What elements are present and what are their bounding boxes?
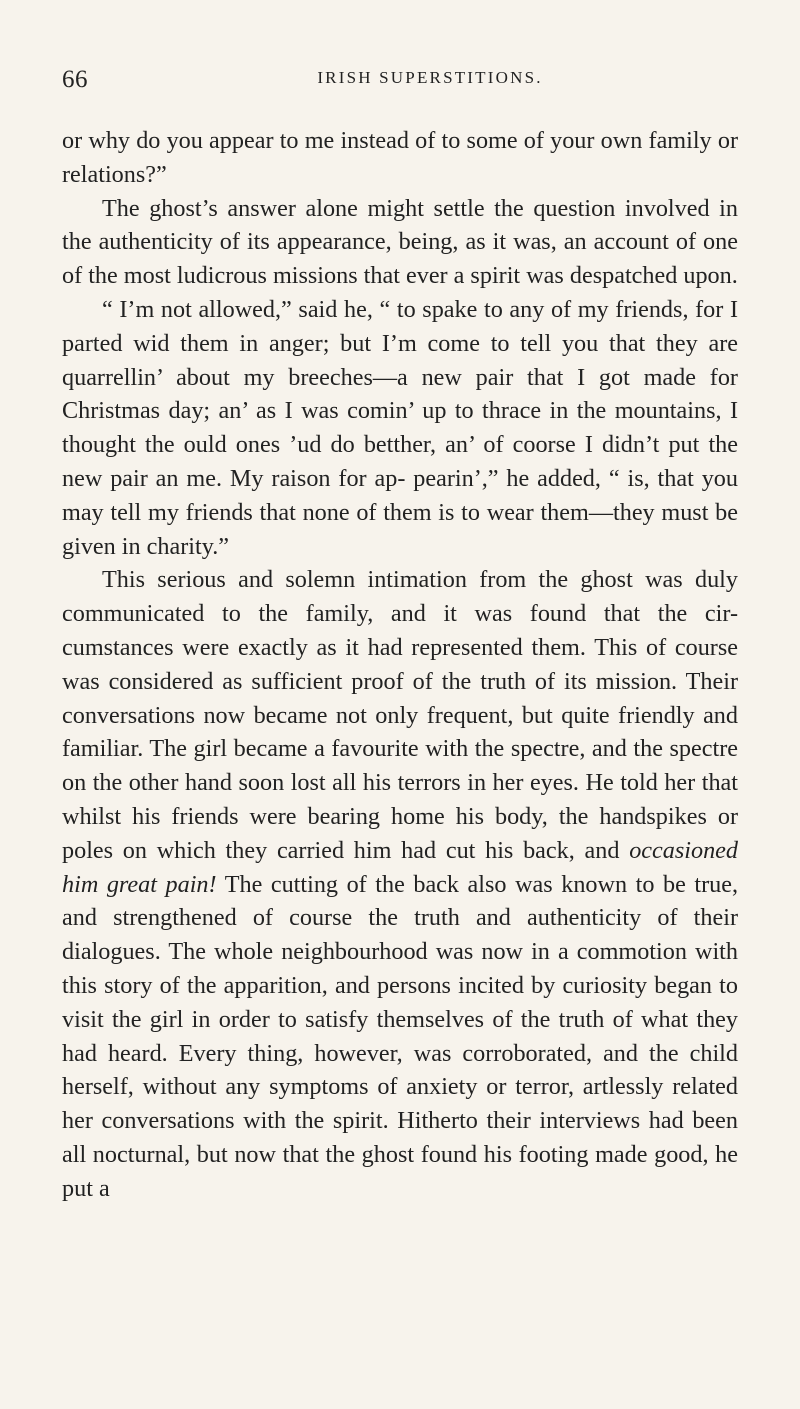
paragraph bbox=[62, 293, 738, 563]
paragraph-text: or why do you appear to me instead of to some of your own family or relations?” bbox=[62, 127, 738, 188]
italic-text: occasioned him great pain! bbox=[62, 836, 738, 898]
body-text bbox=[62, 124, 738, 1206]
page-number: 66 bbox=[62, 66, 88, 93]
paragraph-text: The ghost’s answer alone might settle the question involved in the authenticity of its appearance, being, as it was, an account of one of the most ludicrous missions that ever a spirit was despatched upon. bbox=[62, 194, 738, 290]
running-title: IRISH SUPERSTITIONS. bbox=[317, 68, 543, 87]
paragraph bbox=[62, 124, 738, 192]
paragraph-text: This serious and solemn intimation from the ghost was duly communicated to the family, and it was found that the cir- cumstances were exactly as it had represented them. This of course was considered as sufficient proof of the truth of its mission. Their conversations now became not only frequent, but quite friendly and familiar. The girl became a favourite with the spectre, and the spectre on the other hand soon lost all his terrors in her eyes. He told her that whilst his friends were bearing home his body, the handspikes or poles on which they carried him had cut his back, and bbox=[62, 566, 738, 864]
paragraph bbox=[62, 563, 738, 1205]
paragraph-text: The cutting of the back also was known to be true, and strengthened of course the truth and authenticity of their dialogues. The whole neighbourhood was now in a commotion with this story of the apparition, and persons incited by curiosity began to visit the girl in order to satisfy themselves of the truth of what they had heard. Every thing, however, was corroborated, and the child herself, without any symptoms of anxiety or terror, artlessly related her conversations with the spirit. Hitherto their interviews had been all nocturnal, but now that the ghost found his footing made good, he put a bbox=[62, 870, 738, 1202]
paragraph-text: “ I’m not allowed,” said he, “ to spake to any of my friends, for I parted wid them in anger; but I’m come to tell you that they are quarrellin’ about my breeches—a new pair that I got made for Christmas day; an’ as I was comin’ up to thrace in the mountains, I thought the ould ones ’ud do betther, an’ of coorse I didn’t put the new pair an me. My raison for ap- pearin’,” he added, “ is, that you may tell my friends that none of them is to wear them—they must be given in charity.” bbox=[62, 295, 738, 560]
paragraph bbox=[62, 192, 738, 293]
running-head bbox=[62, 66, 738, 96]
